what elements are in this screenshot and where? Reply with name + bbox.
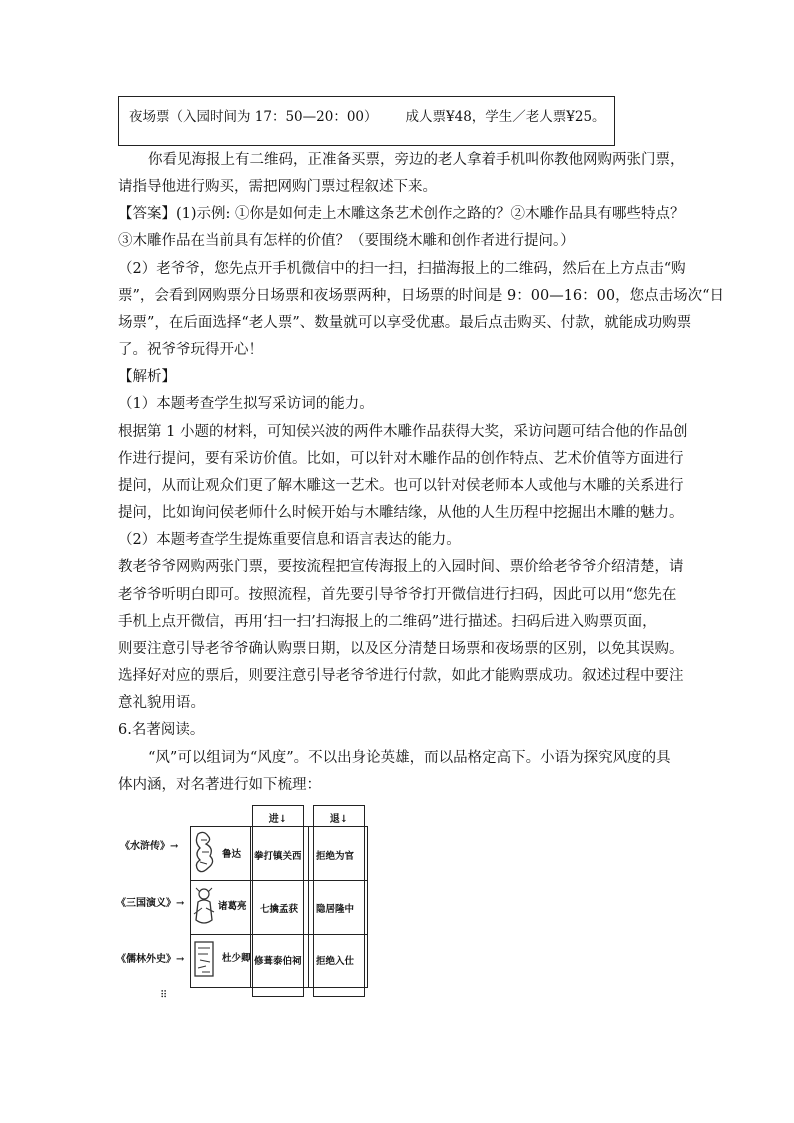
advance-deed-luda: 拳打镇关西 (254, 851, 302, 862)
answer-line: 场票”，在后面选择“老人票”、数量就可以享受优惠。最后点击购买、付款，就能成功购票 (118, 315, 692, 331)
analysis-line: 根据第 1 小题的材料，可知侯兴波的两件木雕作品获得大奖，采访问题可结合他的作品创 (118, 424, 688, 440)
retreat-deed-luda: 拒绝为官 (316, 851, 355, 862)
answer-line: ③木雕作品在当前具有怎样的价值？（要围绕木雕和创作者进行提问。） (118, 233, 575, 249)
analysis-line: 选择好对应的票后，则要注意引导老爷爷进行付款，如此才能购票成功。叙述过程中要注 (118, 668, 684, 684)
book-title-sanguo: 《三国演义》→ (116, 898, 185, 909)
analysis-line: 手机上点开微信，再用‘扫一扫’扫海报上的二维码”进行描述。扫码后进入购票页面， (118, 614, 657, 630)
answer-line: 票”，会看到网购票分日场票和夜场票两种，日场票的时间是 9：00—16：00，您点击场次“日 (118, 288, 725, 304)
answer-line: 【答案】(1)示例: ①你是如何走上木雕这条艺术创作之路的？②木雕作品具有哪些特点？ (118, 206, 685, 222)
diagram-marker: ⠿ (160, 990, 168, 1001)
question-heading: 6.名著阅读。 (118, 722, 205, 738)
analysis-line: 提问，比如询问侯老师什么时候开始与木雕结缘，从他的人生历程中挖掘出木雕的魅力。 (118, 505, 684, 521)
ticket-info-box (118, 96, 615, 146)
ticket-price-text: 成人票¥48，学生／老人票¥25。 (405, 109, 606, 125)
person-name-luda: 鲁达 (222, 849, 242, 860)
ticket-text-row (129, 105, 606, 125)
retreat-deed-dushaoqing: 拒绝入仕 (316, 956, 355, 967)
book-title-shuihu: 《水浒传》→ (120, 841, 179, 852)
analysis-line: 则要注意引导老爷爷确认购票日期，以及区分清楚日场票和夜场票的区别，以免其误购。 (118, 641, 684, 657)
grid-divider (190, 880, 368, 881)
answer-line: 了。祝爷爷玩得开心！ (118, 342, 263, 358)
analysis-line: 作进行提问，要有采访价值。比如，可以针对木雕作品的创作特点、艺术价值等方面进行 (118, 451, 684, 467)
night-ticket-text: 夜场票（入园时间为 17：50—20：00） (129, 109, 378, 125)
book-title-rulin: 《儒林外史》→ (116, 954, 185, 965)
scholar-figure-icon (192, 938, 218, 984)
grid-divider (190, 934, 368, 935)
paragraph-line: 你看见海报上有二维码，正准备买票，旁边的老人拿着手机叫你教他网购两张门票， (148, 152, 685, 168)
advance-header: 进↓ (268, 814, 288, 825)
person-name-dushaoqing: 杜少卿 (222, 953, 251, 964)
analysis-line: 意礼貌用语。 (118, 695, 205, 711)
analysis-line: （1）本题考查学生拟写采访词的能力。 (118, 396, 374, 412)
question-line: “风”可以组词为“风度”。不以出身论英雄，而以品格定高下。小语为探究风度的具 (148, 750, 671, 766)
analysis-line: （2）本题考查学生提炼重要信息和语言表达的能力。 (118, 532, 461, 548)
advance-deed-dushaoqing: 修葺泰伯祠 (254, 956, 302, 967)
advance-deed-zhugeliang: 七擒孟获 (260, 904, 299, 915)
warrior-figure-icon (192, 830, 218, 876)
answer-line: （2）老爷爷，您先点开手机微信中的扫一扫，扫描海报上的二维码，然后在上方点击“购 (118, 261, 686, 277)
retreat-deed-zhugeliang: 隐居隆中 (316, 904, 355, 915)
strategist-figure-icon (192, 884, 218, 930)
question-line: 体内涵，对名著进行如下梳理： (118, 777, 321, 793)
retreat-header: 退↓ (329, 814, 349, 825)
person-name-zhugeliang: 诸葛亮 (218, 901, 247, 912)
analysis-line: 提问，从而让观众们更了解木雕这一艺术。也可以针对侯老师本人或他与木雕的关系进行 (118, 478, 684, 494)
paragraph-line: 请指导他进行购买，需把网购门票过程叙述下来。 (118, 179, 437, 195)
analysis-line: 教老爷爷网购两张门票，要按流程把宣传海报上的入园时间、票价给老爷爷介绍清楚，请 (118, 559, 684, 575)
analysis-line: 老爷爷听明白即可。按照流程，首先要引导爷爷打开微信进行扫码，因此可以用“您先在 (118, 587, 677, 603)
grid-divider (308, 826, 309, 988)
analysis-heading: 【解析】 (118, 369, 176, 385)
